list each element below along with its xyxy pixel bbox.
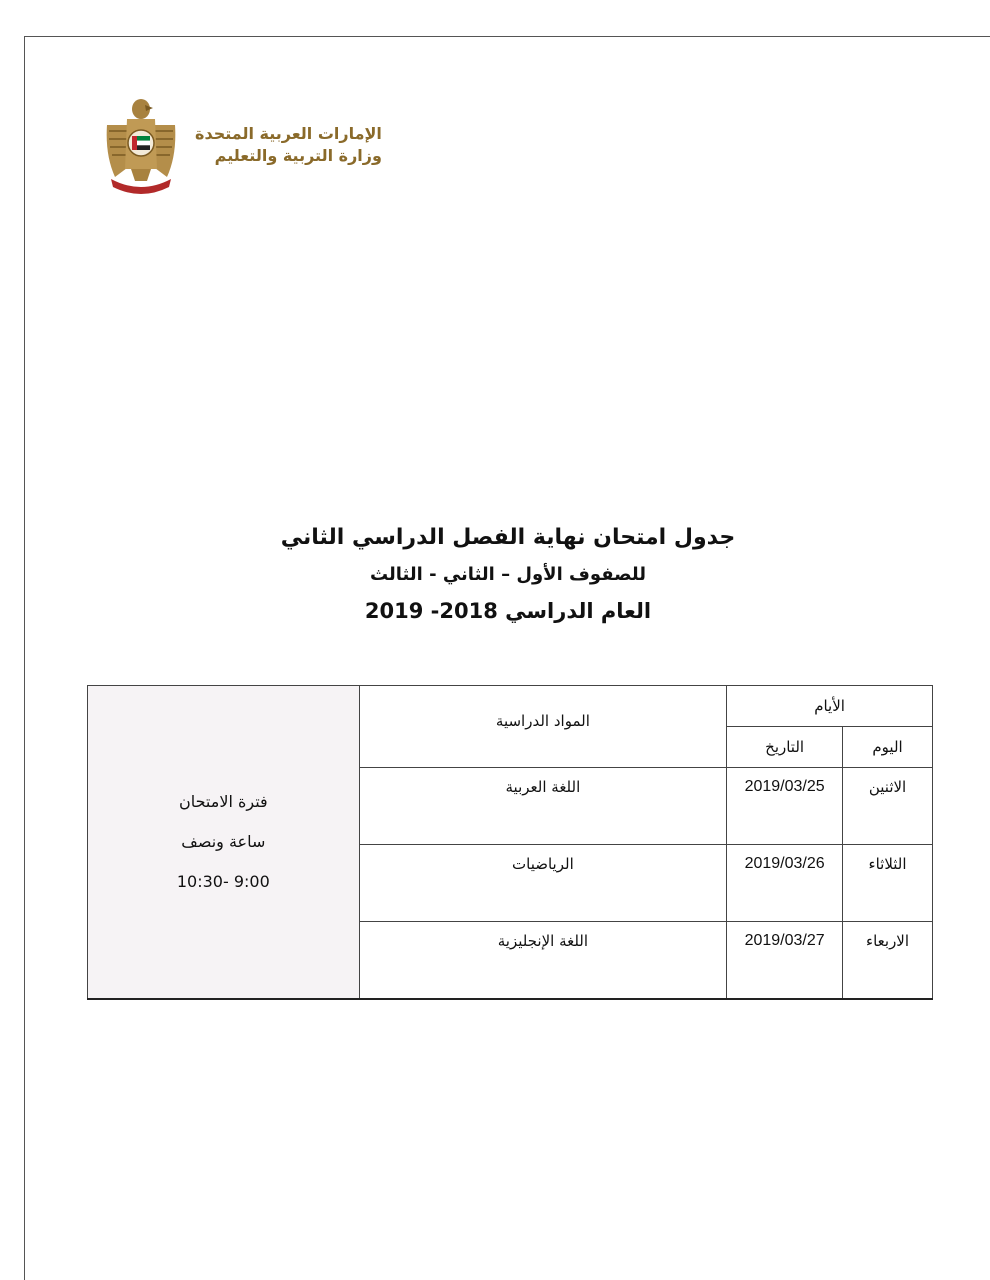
- grades-subtitle: للصفوف الأول – الثاني - الثالث: [369, 564, 647, 585]
- uae-emblem-icon: [101, 95, 181, 195]
- academic-year: العام الدراسي 2018- 2019: [364, 599, 652, 623]
- page-title: جدول امتحان نهاية الفصل الدراسي الثاني: [280, 525, 736, 550]
- ministry-line-ministry: وزارة التربية والتعليم: [214, 146, 382, 165]
- ministry-line-country: الإمارات العربية المتحدة: [195, 124, 382, 143]
- date-cell: 2019/03/26: [727, 845, 843, 922]
- exam-period-label: فترة الامتحان: [178, 792, 268, 811]
- days-header: الأيام: [727, 686, 933, 727]
- subject-cell: اللغة الإنجليزية: [359, 922, 726, 1000]
- subjects-header: المواد الدراسية: [359, 686, 726, 768]
- day-cell: الاثنين: [843, 768, 933, 845]
- day-header: اليوم: [843, 727, 933, 768]
- subject-cell: اللغة العربية: [359, 768, 726, 845]
- document-titles: [25, 525, 990, 623]
- exam-schedule-table: [87, 685, 933, 1000]
- date-cell: 2019/03/25: [727, 768, 843, 845]
- day-cell: الثلاثاء: [843, 845, 933, 922]
- exam-period-duration: ساعة ونصف: [181, 832, 266, 851]
- document-page: [24, 36, 990, 1280]
- day-cell: الاربعاء: [843, 922, 933, 1000]
- date-header: التاريخ: [727, 727, 843, 768]
- date-cell: 2019/03/27: [727, 922, 843, 1000]
- ministry-name: [195, 123, 382, 167]
- ministry-header: [101, 95, 382, 195]
- subject-cell: الرياضيات: [359, 845, 726, 922]
- exam-period-time: 9:00 -10:30: [176, 872, 270, 891]
- exam-period-cell: [88, 686, 360, 1000]
